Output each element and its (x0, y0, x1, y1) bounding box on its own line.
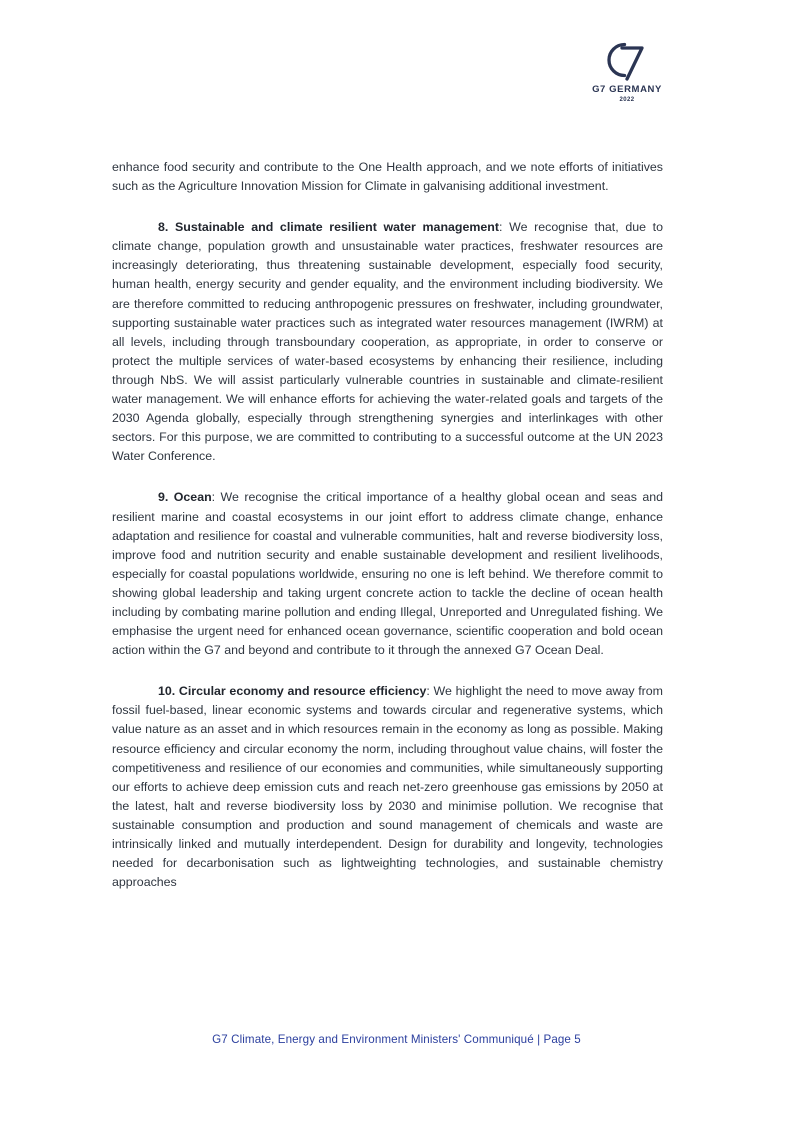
paragraph-10-circular-economy (112, 682, 663, 892)
paragraph-text: : We highlight the need to move away from fossil fuel-based, linear economic systems and towards circular and regenerative systems, which value nature as an asset and in which resources remain in the economy as long as possible. Making resource efficiency and circular economy the norm, including throughout value chains, will foster the competitiveness and resilience of our economies and communities, while simultaneously supporting our efforts to achieve deep emission cuts and reach net-zero greenhouse gas emissions by 2050 at the latest, halt and reverse biodiversity loss by 2030 and minimise pollution. We recognise that sustainable consumption and production and sound management of chemicals and waste are intrinsically linked and mutually interdependent. Design for durability and longevity, technologies needed for decarbonisation such as lightweighting technologies, and sustainable chemistry approaches (112, 684, 663, 890)
logo-wordmark: G7 GERMANY (592, 84, 662, 95)
paragraph-text: : We recognise that, due to climate change, population growth and unsustainable water practices, freshwater resources are increasingly deteriorating, thus threatening sustainable development, especially food security, human health, energy security and gender equality, and the environment including biodiversity. We are therefore committed to reducing anthropogenic pressures on freshwater, including groundwater, supporting sustainable water practices such as integrated water resources management (IWRM) at all levels, including through transboundary cooperation, as appropriate, in order to conserve or protect the multiple services of water-based ecosystems by enhancing their resilience, including through NbS. We will assist particularly vulnerable countries in sustainable and climate-resilient water management. We will enhance efforts for achieving the water-related goals and targets of the 2030 Agenda globally, especially through strengthening synergies and interlinkages with other sectors. For this purpose, we are committed to contributing to a successful outcome at the UN 2023 Water Conference. (112, 220, 664, 464)
g7-monogram-icon (586, 38, 668, 84)
paragraph-lead-in: 9. Ocean (158, 490, 212, 505)
paragraph-text: : We recognise the critical importance of a healthy global ocean and seas and resilient marine and coastal ecosystems in our joint effort to address climate change, enhance adaptation and resilience for coastal and vulnerable communities, halt and reverse biodiversity loss, improve food and nutrition security and enable sustainable development and resilient livelihoods, especially for coastal populations worldwide, ensuring no one is left behind. We therefore commit to showing global leadership and taking urgent concrete action to tackle the decline of ocean health including by combating marine pollution and ending Illegal, Unreported and Unregulated fishing. We emphasise the urgent need for enhanced ocean governance, scientific cooperation and bold ocean action within the G7 and beyond and contribute to it through the annexed G7 Ocean Deal. (112, 490, 663, 658)
page-header (0, 38, 793, 113)
paragraph-text: enhance food security and contribute to the One Health approach, and we note efforts of initiatives such as the Agriculture Innovation Mission for Climate in galvanising additional investment. (112, 160, 663, 194)
footer-title-and-page-number: G7 Climate, Energy and Environment Ministers' Communiqué | Page 5 (212, 1033, 581, 1046)
paragraph-9-ocean (112, 488, 663, 660)
paragraph-lead-in: 8. Sustainable and climate resilient water management (158, 220, 499, 235)
paragraph-8-water (112, 218, 663, 466)
document-body (112, 158, 663, 892)
g7-germany-logo (586, 38, 668, 103)
page-footer (112, 1030, 681, 1048)
paragraph-lead-in: 10. Circular economy and resource efficiency (158, 684, 427, 699)
paragraph-continuation (112, 158, 663, 196)
logo-year: 2022 (619, 97, 635, 104)
